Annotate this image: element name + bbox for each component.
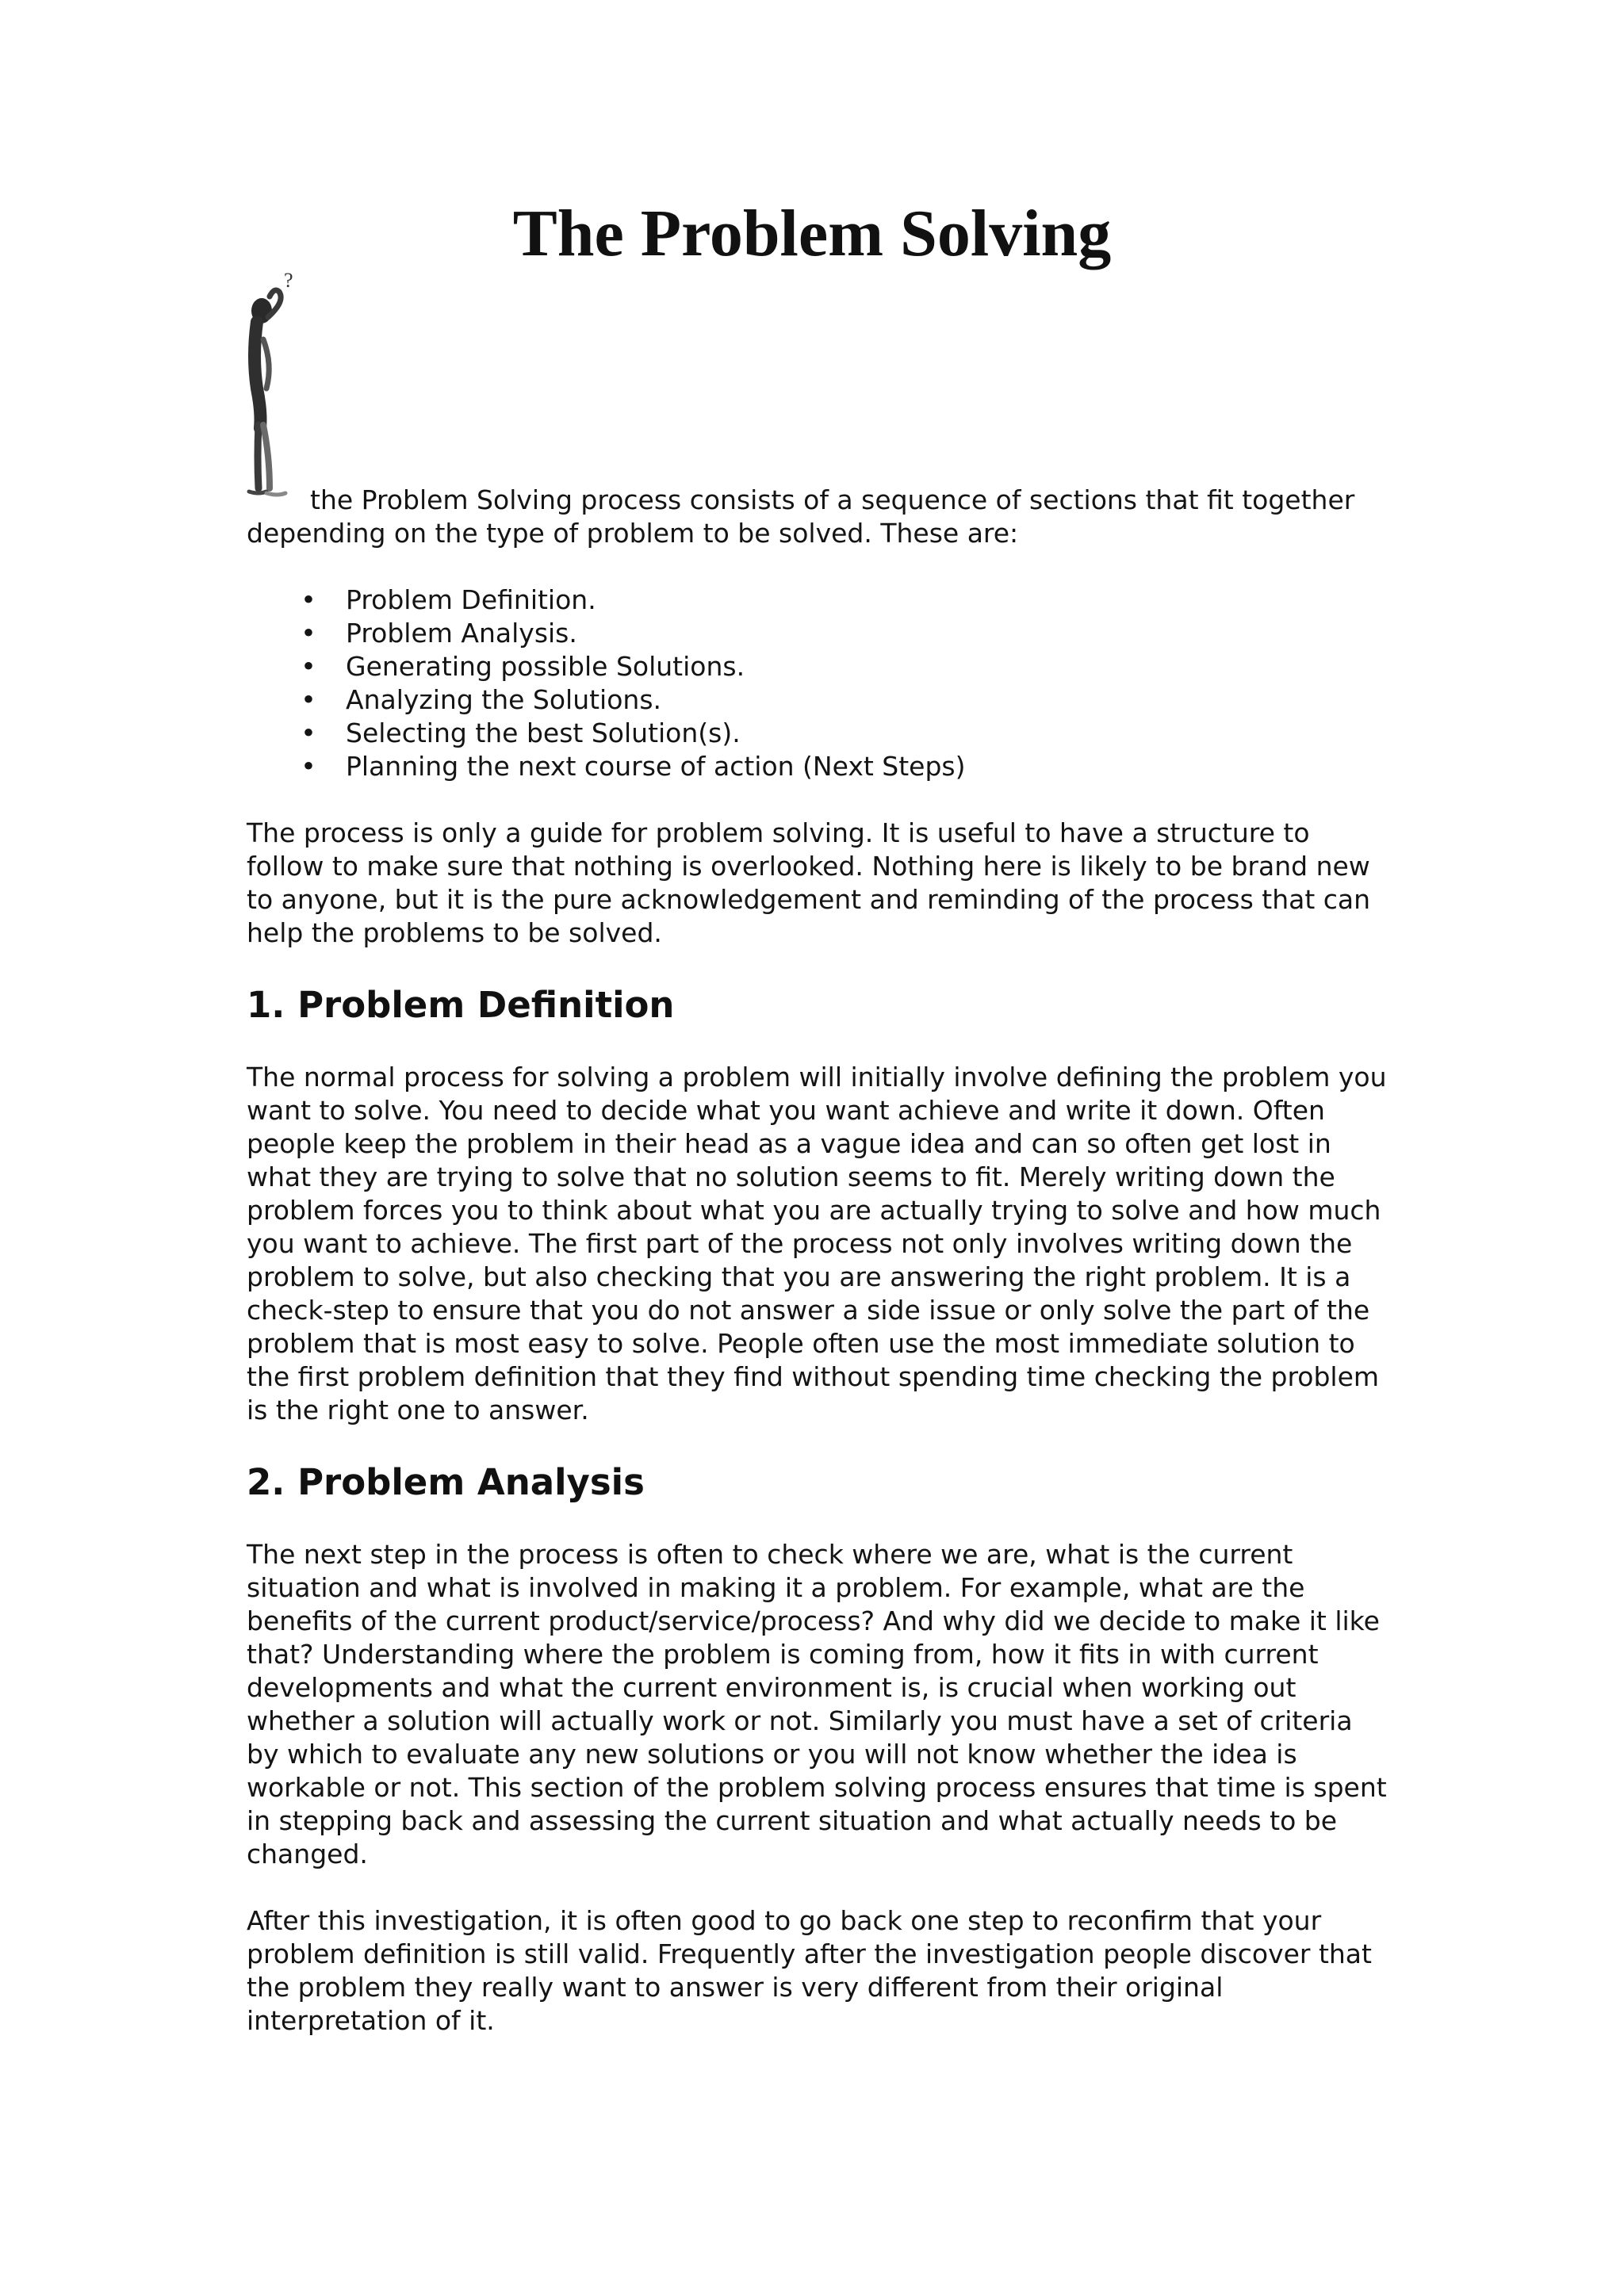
bullet-icon: • bbox=[301, 651, 316, 682]
bullet-icon: • bbox=[301, 718, 316, 748]
bullet-icon: • bbox=[301, 684, 316, 715]
list-item bbox=[247, 617, 1388, 650]
bullet-icon: • bbox=[301, 584, 316, 615]
step-text: Selecting the best Solution(s). bbox=[346, 718, 741, 748]
list-item bbox=[247, 717, 1388, 750]
steps-list bbox=[247, 584, 1388, 783]
list-item bbox=[247, 650, 1388, 683]
list-item bbox=[247, 683, 1388, 717]
section-heading-problem-definition: 1. Problem Definition bbox=[247, 984, 675, 1026]
process-paragraph: The process is only a guide for problem solving. It is useful to have a structure to follow to make sure that nothing is overlooked. Nothing here is likely to be brand new to anyone, but it is the pure acknowledgement and reminding of the process that can help the problems to be solved. bbox=[247, 817, 1371, 948]
investigation-paragraph: After this investigation, it is often good to go back one step to reconfirm that your problem definition is still valid. Frequently after the investigation people discover that the problem they really want to answer is very different from their original interpretation of it. bbox=[247, 1905, 1372, 2036]
step-text: Problem Definition. bbox=[346, 584, 596, 615]
page-title: The Problem Solving bbox=[512, 197, 1112, 270]
step-text: Analyzing the Solutions. bbox=[346, 684, 662, 715]
step-text: Generating possible Solutions. bbox=[346, 651, 745, 682]
intro-paragraph: the Problem Solving process consists of a sequence of sections that fit together depending on the type of problem to be solved. These are: bbox=[247, 484, 1355, 549]
section-heading-problem-analysis: 2. Problem Analysis bbox=[247, 1461, 645, 1503]
problem-analysis-paragraph: The next step in the process is often to check where we are, what is the current situation and what is involved in making it a problem. For example, what are the benefits of the current product/service/process? And why did we decide to make it like that? Understanding where the problem is coming from, how it fits in with current developments and what the current environment is, is crucial when working out whether a solution will actually work or not. Similarly you must have a set of criteria by which to evaluate any new solutions or you will not know whether the idea is workable or not. This section of the problem solving process ensures that time is spent in stepping back and assessing the current situation and what actually needs to be changed. bbox=[247, 1539, 1387, 1869]
step-text: Planning the next course of action (Next Steps) bbox=[346, 751, 966, 782]
list-item bbox=[247, 750, 1388, 783]
bullet-icon: • bbox=[301, 751, 316, 782]
bullet-icon: • bbox=[301, 618, 316, 649]
thinking-person-icon bbox=[238, 270, 325, 499]
list-item bbox=[247, 584, 1388, 617]
problem-definition-paragraph: The normal process for solving a problem will initially involve defining the problem you want to solve. You need to decide what you want achieve and write it down. Often people keep the problem in their head as a vague idea and can so often get lost in what they are trying to solve that no solution seems to fit. Merely writing down the problem forces you to think about what you are actually trying to solve and how much you want to achieve. The first part of the process not only involves writing down the problem to solve, but also checking that you are answering the right problem. It is a check-step to ensure that you do not answer a side issue or only solve the part of the problem that is most easy to solve. People often use the most immediate solution to the first problem definition that they find without spending time checking the problem is the right one to answer. bbox=[247, 1062, 1387, 1425]
question-mark: ? bbox=[284, 270, 293, 292]
step-text: Problem Analysis. bbox=[346, 618, 577, 649]
document-body bbox=[247, 484, 1388, 2071]
